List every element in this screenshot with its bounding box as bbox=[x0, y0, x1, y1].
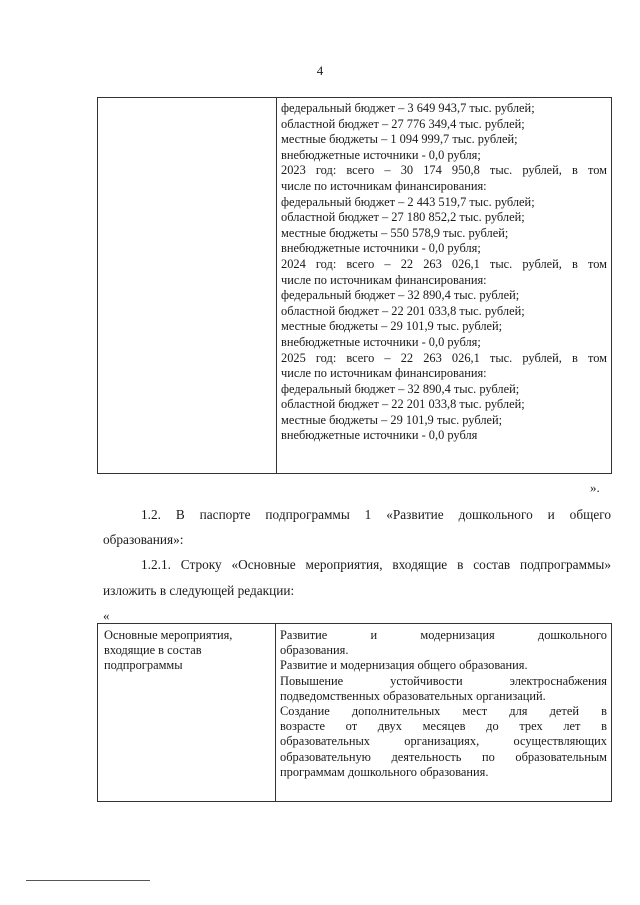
label-line: входящие в состав bbox=[104, 643, 202, 658]
paragraph-1-2-1-line-1 bbox=[141, 556, 611, 574]
text-line: местные бюджеты – 29 101,9 тыс. рублей; bbox=[281, 412, 503, 427]
financing-table-content-cell bbox=[277, 98, 611, 473]
text-line: возрасте от двух месяцев до трех лет в bbox=[280, 719, 607, 734]
text-line: областной бюджет – 22 201 033,8 тыс. рублей; bbox=[281, 397, 525, 412]
paragraph-1-2-text: 1.2. В паспорте подпрограммы 1 «Развитие дошкольного и общего bbox=[141, 507, 611, 522]
text-line: образования. bbox=[280, 643, 349, 658]
main-activities-label-cell bbox=[98, 624, 276, 801]
page-number: 4 bbox=[316, 63, 324, 78]
text-line: числе по источникам финансирования: bbox=[281, 272, 487, 287]
text-line: Развитие и модернизация дошкольного bbox=[280, 628, 607, 642]
text-line: внебюджетные источники - 0,0 рубля; bbox=[281, 241, 481, 256]
text-line: областной бюджет – 27 776 349,4 тыс. рублей; bbox=[281, 116, 525, 131]
text-line: областной бюджет – 27 180 852,2 тыс. рублей; bbox=[281, 210, 525, 225]
opening-quote: « bbox=[103, 608, 110, 623]
main-activities-table bbox=[97, 623, 612, 802]
text-line: числе по источникам финансирования: bbox=[281, 366, 487, 381]
text-line: числе по источникам финансирования: bbox=[281, 178, 487, 193]
label-line: Основные мероприятия, bbox=[104, 628, 233, 642]
text-line: 2023 год: всего – 30 174 950,8 тыс. рублей, в том bbox=[281, 163, 607, 178]
text-line: местные бюджеты – 1 094 999,7 тыс. рублей; bbox=[281, 132, 518, 147]
text-line: федеральный бюджет – 2 443 519,7 тыс. рублей; bbox=[281, 194, 535, 209]
text-line: подведомственных образовательных организаций. bbox=[280, 688, 546, 703]
paragraph-1-2-line-1 bbox=[103, 506, 611, 524]
text-line: Создание дополнительных мест для детей в bbox=[280, 704, 607, 719]
text-line: федеральный бюджет – 32 890,4 тыс. рублей; bbox=[281, 288, 520, 303]
text-line: внебюджетные источники - 0,0 рубля; bbox=[281, 147, 481, 162]
text-line: образовательную деятельность по образовательным bbox=[280, 749, 607, 764]
text-line: федеральный бюджет – 3 649 943,7 тыс. рублей; bbox=[281, 101, 535, 115]
text-line: Повышение устойчивости электроснабжения bbox=[280, 673, 607, 688]
label-line: подпрограммы bbox=[104, 658, 183, 673]
text-line: Развитие и модернизация общего образования. bbox=[280, 658, 528, 673]
text-line: программам дошкольного образования. bbox=[280, 764, 489, 779]
text-line: 2025 год: всего – 22 263 026,1 тыс. рублей, в том bbox=[281, 350, 607, 365]
financing-table bbox=[97, 97, 612, 474]
main-activities-content-cell bbox=[276, 624, 611, 801]
text-line: внебюджетные источники - 0,0 рубля; bbox=[281, 334, 481, 349]
financing-table-empty-cell bbox=[98, 98, 277, 473]
paragraph-1-2-line-2: образования»: bbox=[103, 532, 184, 547]
text-line: местные бюджеты – 29 101,9 тыс. рублей; bbox=[281, 319, 503, 334]
text-line: внебюджетные источники - 0,0 рубля bbox=[281, 428, 478, 443]
text-line: местные бюджеты – 550 578,9 тыс. рублей; bbox=[281, 225, 509, 240]
text-line: областной бюджет – 22 201 033,8 тыс. рублей; bbox=[281, 303, 525, 318]
paragraph-1-2-1-text: 1.2.1. Строку «Основные мероприятия, входящие в состав подпрограммы» bbox=[141, 557, 611, 572]
text-line: федеральный бюджет – 32 890,4 тыс. рублей; bbox=[281, 381, 520, 396]
footnote-divider bbox=[26, 880, 150, 881]
paragraph-1-2-1-line-2: изложить в следующей редакции: bbox=[103, 583, 295, 598]
text-line: 2024 год: всего – 22 263 026,1 тыс. рублей, в том bbox=[281, 256, 607, 271]
closing-quote: ». bbox=[590, 480, 600, 495]
text-line: образовательных организациях, осуществляющих bbox=[280, 734, 607, 749]
